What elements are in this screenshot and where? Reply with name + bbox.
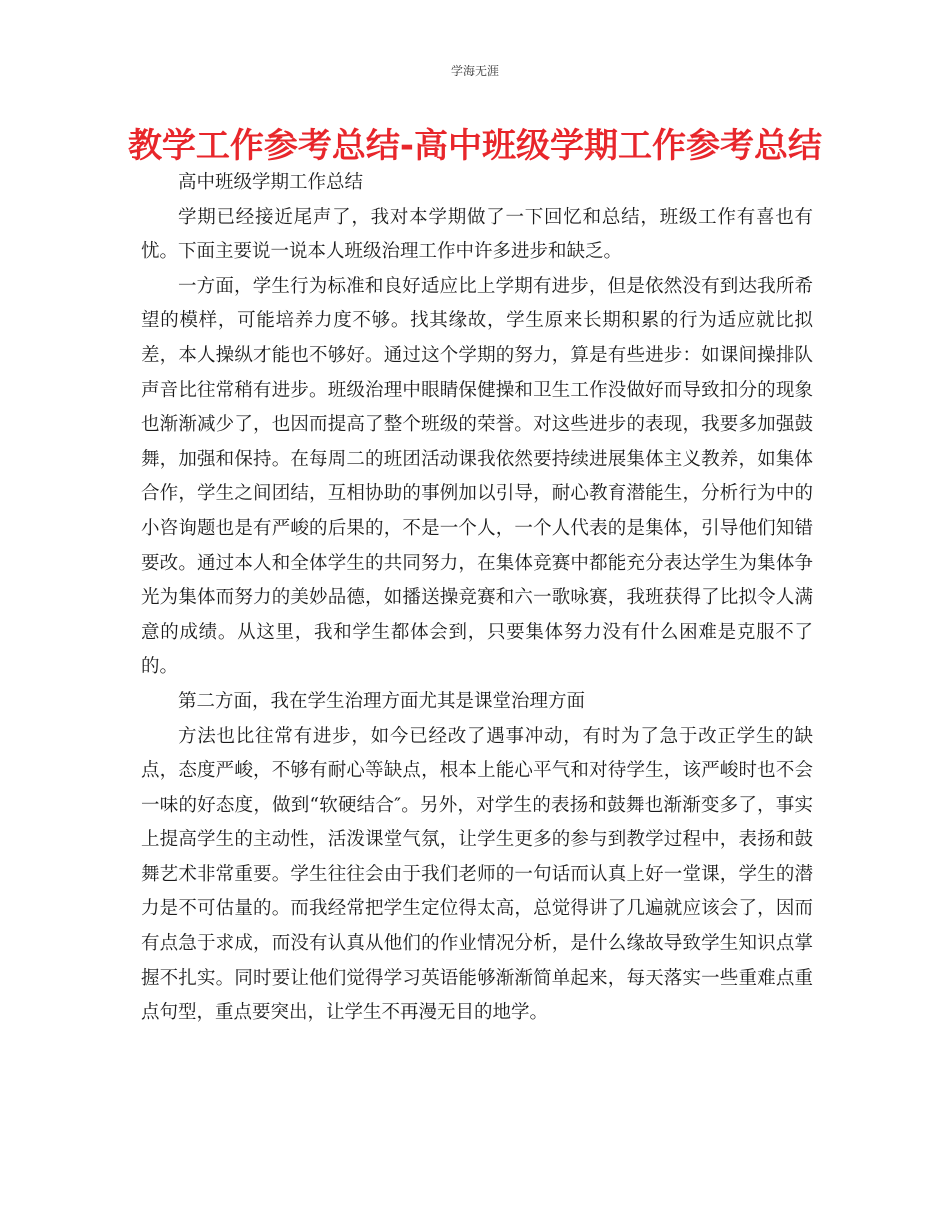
page-header: 学海无涯	[450, 64, 499, 78]
paragraph-intro: 学期已经接近尾声了，我对本学期做了一下回忆和总结，班级工作有喜也有忧。下面主要说一说本人班级治理工作中许多进步和缺乏。	[141, 206, 813, 263]
paragraph-second-aspect-heading: 第二方面，我在学生治理方面尤其是课堂治理方面	[178, 690, 586, 712]
paragraph-first-aspect: 一方面，学生行为标准和良好适应比上学期有进步，但是依然没有到达我所希望的模样，可能培养力度不够。找其缘故，学生原来长期积累的行为适应就比拟差，本人操纵才能也不够好。通过这个学期的努力，算是有些进步：如课间操排队声音比往常稍有进步。班级治理中眼睛保健操和卫生工作没做好而导致扣分的现象也渐渐减少了，也因而提高了整个班级的荣誉。对这些进步的表现，我要多加强鼓舞，加强和保持。在每周二的班团活动课我依然要持续进展集体主义教养，如集体合作，学生之间团结，互相协助的事例加以引导，耐心教育潜能生，分析行为中的小咨询题也是有严峻的后果的，不是一个人，一个人代表的是集体，引导他们知错要改。通过本人和全体学生的共同努力，在集体竞赛中都能充分表达学生为集体争光为集体而努力的美妙品德，如播送操竞赛和六一歌咏赛，我班获得了比拟令人满意的成绩。从这里，我和学生都体会到，只要集体努力没有什么困难是克服不了的。	[141, 275, 813, 678]
paragraph-subtitle: 高中班级学期工作总结	[178, 172, 364, 193]
document-body	[141, 166, 813, 1031]
paragraph-second-aspect-body: 方法也比往常有进步，如今已经改了遇事冲动，有时为了急于改正学生的缺点，态度严峻，不够有耐心等缺点，根本上能心平气和对待学生，该严峻时也不会一味的好态度，做到“软硬结合″。另外，对学生的表扬和鼓舞也渐渐变多了，事实上提高学生的主动性，活泼课堂气氛，让学生更多的参与到教学过程中，表扬和鼓舞艺术非常重要。学生往往会由于我们老师的一句话而认真上好一堂课，学生的潜力是不可估量的。而我经常把学生定位得太高，总觉得讲了几遍就应该会了，因而有点急于求成，而没有认真从他们的作业情况分析，是什么缘故导致学生知识点掌握不扎实。同时要让他们觉得学习英语能够渐渐简单起来，每天落实一些重难点重点句型，重点要突出，让学生不再漫无目的地学。	[141, 725, 813, 1024]
document-title: 教学工作参考总结-高中班级学期工作参考总结	[127, 126, 823, 166]
